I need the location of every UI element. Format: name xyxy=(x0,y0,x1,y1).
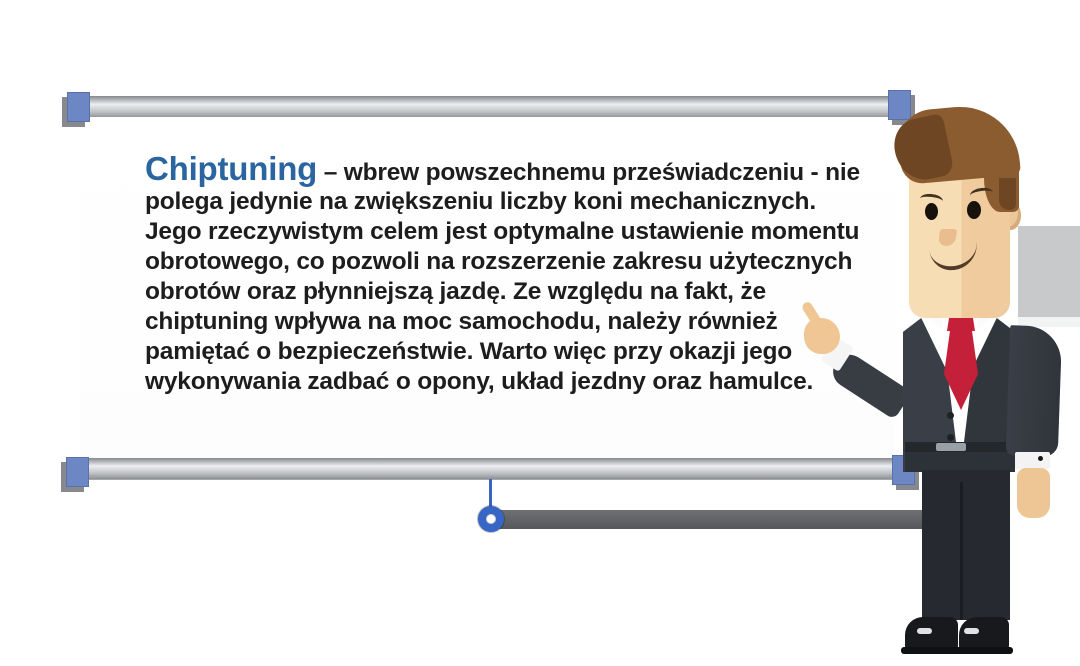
belt-buckle xyxy=(936,443,966,451)
cufflink xyxy=(1038,456,1043,461)
shoe-highlight xyxy=(964,628,979,634)
board-text-line: chiptuning wpływa na moc samochodu, należy również xyxy=(145,308,778,335)
board-text-line: obrotów oraz płynniejszą jazdę. Ze względu na fakt, że xyxy=(145,278,766,305)
board-text-line: Jego rzeczywistym celem jest optymalne ustawienie momentu xyxy=(145,218,860,245)
shoe-left xyxy=(905,617,958,649)
hanging-arm-cuff xyxy=(1015,452,1050,469)
board-stand-base-bar xyxy=(495,510,947,529)
hanging-hand xyxy=(1017,468,1050,518)
pointing-hand xyxy=(804,318,840,354)
whiteboard-bottom-rail xyxy=(76,458,901,479)
shoe-sole xyxy=(901,647,1013,654)
board-text-line xyxy=(145,150,865,187)
board-title: Chiptuning xyxy=(145,150,318,187)
jacket-button xyxy=(947,434,954,441)
board-text-block xyxy=(145,150,865,397)
hanging-arm-sleeve xyxy=(1006,325,1063,457)
board-text-line: wykonywania zadbać o opony, układ jezdny oraz hamulce. xyxy=(145,368,814,395)
eye-right xyxy=(967,201,981,219)
background-gray-board-edge xyxy=(1018,226,1080,317)
shoe-highlight xyxy=(917,628,932,634)
rotation-handle-ring[interactable] xyxy=(478,506,504,532)
trouser-seam xyxy=(960,482,963,620)
trousers xyxy=(922,470,1010,620)
whiteboard-top-rail xyxy=(76,96,898,118)
resize-handle-top-left[interactable] xyxy=(67,92,90,122)
board-text-line: pamiętać o bezpieczeństwie. Warto więc przy okazji jego xyxy=(145,338,793,365)
resize-handle-bottom-left[interactable] xyxy=(66,457,89,487)
jacket-hem xyxy=(905,452,1015,472)
resize-handle-top-right[interactable] xyxy=(888,90,911,120)
board-text-line: polega jedynie na zwiększeniu liczby koni mechanicznych. xyxy=(145,188,816,215)
jacket-button xyxy=(947,412,954,419)
board-text-line-rest: – wbrew powszechnemu przeświadczeniu - nie xyxy=(317,159,860,186)
eye-left xyxy=(925,203,938,220)
sideburn xyxy=(999,178,1016,210)
board-text-line: obrotowego, co pozwoli na rozszerzenie zakresu użytecznych xyxy=(145,248,853,275)
